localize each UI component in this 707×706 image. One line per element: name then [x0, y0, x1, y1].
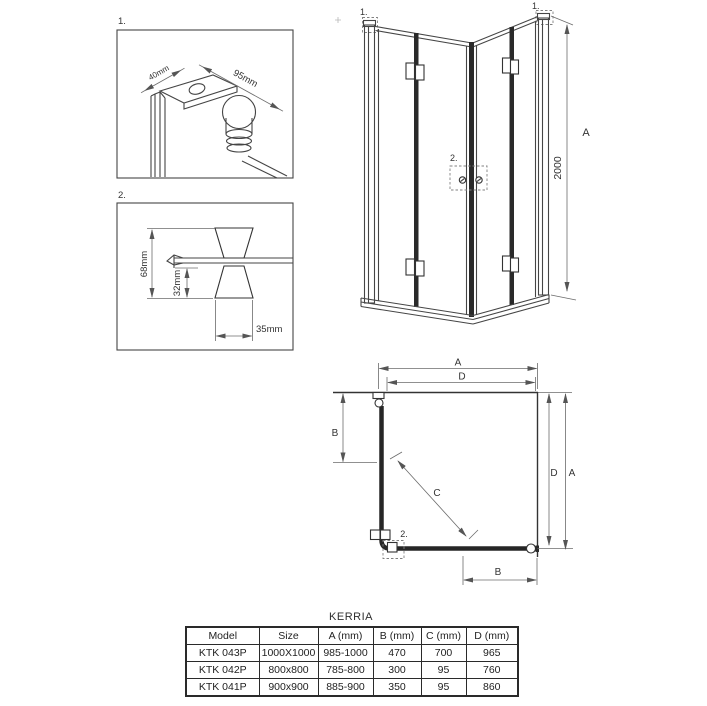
bottom-sill-rails: [361, 295, 549, 325]
cell-a: 785-800: [318, 662, 373, 679]
right-fold-top-hinge: [503, 58, 519, 74]
table-row: [186, 662, 518, 679]
cell-d: 965: [466, 645, 518, 662]
svg-text:C: C: [433, 488, 441, 499]
svg-text:A: A: [454, 357, 462, 369]
cell-c: 95: [421, 662, 466, 679]
detail-knob-view: [117, 190, 293, 350]
iso-dim-letter-a: A: [582, 127, 590, 139]
plan-dim-b-bottom: [463, 556, 537, 585]
detail-hinge-view: [117, 16, 293, 178]
cell-a: 985-1000: [318, 645, 373, 662]
detail-hinge-frame: [117, 30, 293, 178]
col-header-a: A (mm): [318, 627, 373, 645]
cell-size: 900x900: [259, 679, 318, 697]
table-row: [186, 679, 518, 697]
bracket-hole: [188, 82, 206, 96]
plan-dim-a-right: [566, 394, 576, 549]
svg-text:B: B: [331, 428, 339, 439]
size-table-section: [185, 611, 517, 697]
cell-model: KTK 043P: [186, 645, 259, 662]
cell-model: KTK 041P: [186, 679, 259, 697]
plan-top-clamp: [373, 393, 384, 408]
dim-height-2000: [551, 16, 590, 300]
iso-callout-1-left: 1.: [360, 7, 368, 17]
cell-b: 470: [373, 645, 421, 662]
left-fold-bottom-hinge: [406, 259, 424, 276]
plan-callout-2: 2.: [400, 529, 408, 539]
col-header-size: Size: [259, 627, 318, 645]
cell-size: 800x800: [259, 662, 318, 679]
col-header-b: B (mm): [373, 627, 421, 645]
table-row: [186, 645, 518, 662]
col-header-d: D (mm): [466, 627, 518, 645]
registration-mark: [335, 17, 341, 23]
dim-40mm-label: 40mm: [146, 63, 171, 83]
corner-mullion: [469, 42, 474, 317]
hinge-body: [223, 96, 256, 129]
cell-size: 1000X1000: [259, 645, 318, 662]
svg-text:A: A: [568, 468, 576, 479]
size-table: [185, 626, 519, 697]
cell-c: 700: [421, 645, 466, 662]
svg-text:D: D: [458, 371, 466, 383]
left-wall-profile: [364, 21, 379, 304]
col-header-c: C (mm): [421, 627, 466, 645]
knob-upper-half: [215, 228, 253, 258]
cell-c: 95: [421, 679, 466, 697]
glass-edge-lines: [242, 156, 287, 178]
svg-text:D: D: [550, 468, 558, 479]
left-fold-top-hinge: [406, 63, 424, 80]
plan-dim-c-diagonal: [390, 452, 478, 539]
iso-callout-2: 2.: [450, 153, 458, 163]
seal-profile: [167, 255, 183, 268]
dim-95mm-label: 95mm: [230, 67, 260, 91]
cell-a: 885-900: [318, 679, 373, 697]
plan-dim-b-left: [332, 394, 377, 463]
dim-68mm-label: 68mm: [139, 250, 150, 278]
plan-door-panels: [382, 406, 530, 549]
table-title: KERRIA: [329, 611, 373, 623]
cell-b: 300: [373, 662, 421, 679]
hinge-bracket-drawing: [160, 75, 287, 178]
cell-d: 760: [466, 662, 518, 679]
wall-profile-drawing: [151, 92, 165, 177]
cell-model: KTK 042P: [186, 662, 259, 679]
dim-32mm: [172, 268, 198, 297]
col-header-model: Model: [186, 627, 259, 645]
detail-knob-label: 2.: [118, 190, 126, 201]
dim-35mm-label: 35mm: [256, 324, 283, 335]
dim-35mm: [216, 300, 283, 341]
iso-dim-2000: 2000: [552, 156, 564, 180]
dim-40mm: [141, 63, 185, 93]
plan-view: [332, 358, 576, 586]
svg-text:B: B: [494, 567, 502, 578]
iso-callout-1-right: 1.: [532, 1, 540, 11]
detail-hinge-label: 1.: [118, 16, 126, 27]
cell-d: 860: [466, 679, 518, 697]
dim-32mm-label: 32mm: [172, 269, 183, 297]
right-wall-profile: [536, 14, 550, 298]
right-fold-bottom-hinge: [503, 256, 519, 272]
dim-95mm: [199, 65, 283, 111]
table-header-row: [186, 627, 518, 645]
knob-lower-half: [215, 266, 253, 298]
plan-dim-d-top: [387, 372, 536, 392]
cell-b: 350: [373, 679, 421, 697]
iso-view: [335, 1, 590, 324]
